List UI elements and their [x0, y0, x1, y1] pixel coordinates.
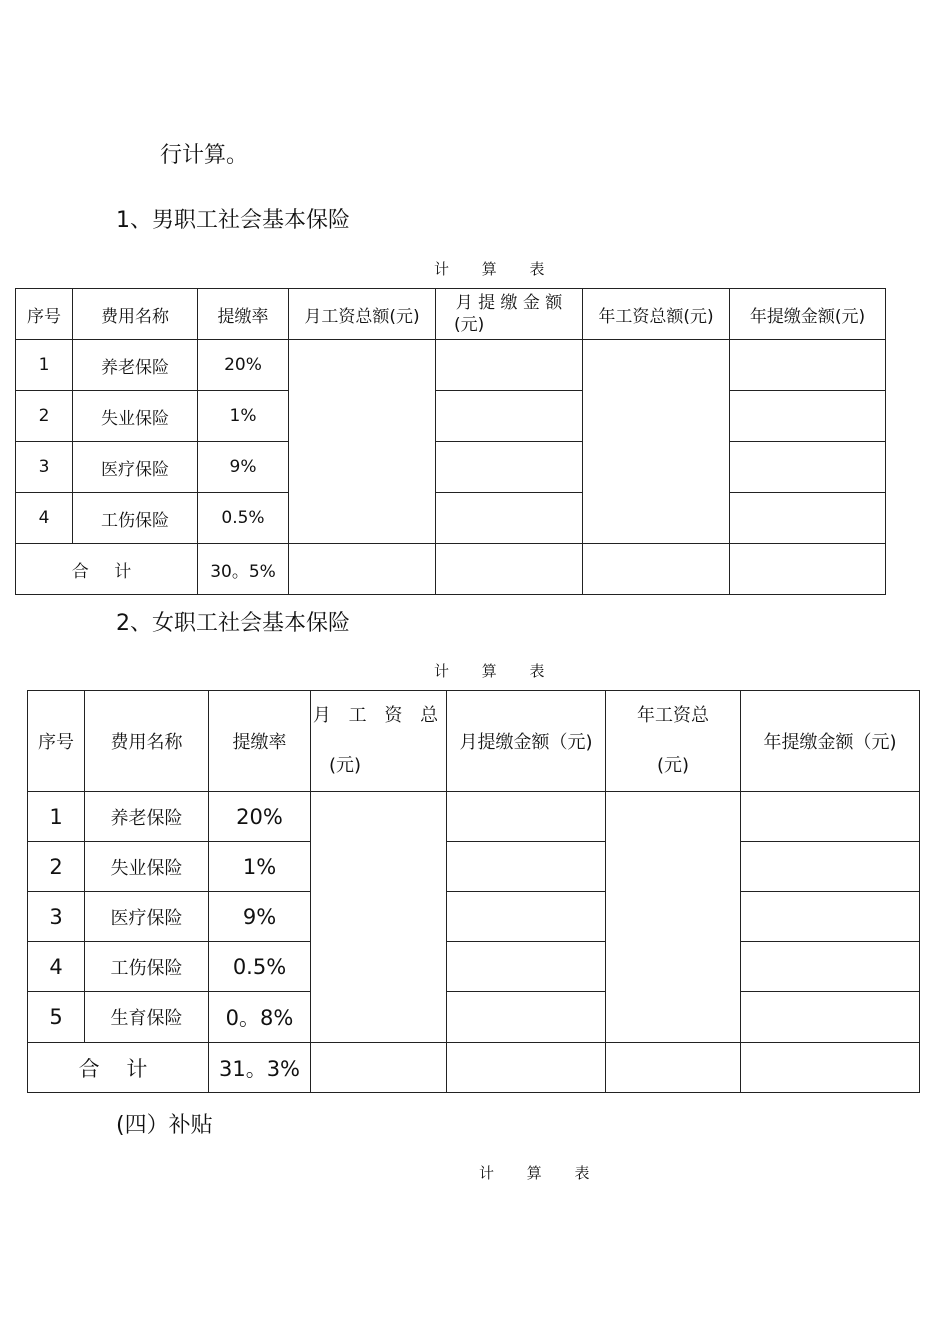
row-seq: 1 [28, 792, 85, 842]
header-monthly-contribution [436, 289, 583, 340]
header-fee-name: 费用名称 [85, 691, 209, 792]
table-row [16, 493, 886, 544]
male-insurance-table [15, 288, 886, 595]
table-row [16, 391, 886, 442]
header-seq: 序号 [16, 289, 73, 340]
section2-title: 2、女职工社会基本保险 [116, 611, 350, 636]
total-monthly-contribution-cell[interactable] [436, 544, 583, 595]
row-fee-name: 失业保险 [73, 391, 198, 442]
total-annual-wage-cell[interactable] [606, 1043, 741, 1093]
annual-contribution-cell[interactable] [741, 892, 920, 942]
total-rate: 31。3% [209, 1043, 311, 1093]
header-monthly-wage: 月工资总额(元) [289, 289, 436, 340]
row-fee-name: 医疗保险 [85, 892, 209, 942]
table-row [16, 442, 886, 493]
total-annual-contribution-cell[interactable] [730, 544, 886, 595]
table2-caption: 计 算 表 [434, 662, 559, 680]
header-annual-wage: 年工资总额(元) [583, 289, 730, 340]
row-rate: 20% [209, 792, 311, 842]
monthly-contribution-cell[interactable] [447, 792, 606, 842]
table-row [16, 340, 886, 391]
total-monthly-contribution-cell[interactable] [447, 1043, 606, 1093]
table-row [28, 792, 920, 842]
row-fee-name: 生育保险 [85, 992, 209, 1043]
header-rate: 提缴率 [198, 289, 289, 340]
annual-contribution-cell[interactable] [730, 493, 886, 544]
row-seq: 4 [16, 493, 73, 544]
monthly-contribution-cell[interactable] [436, 340, 583, 391]
row-rate: 1% [209, 842, 311, 892]
annual-wage-cell[interactable] [583, 340, 730, 544]
header-annual-wage [606, 691, 741, 792]
monthly-contribution-cell[interactable] [447, 992, 606, 1043]
annual-contribution-cell[interactable] [741, 842, 920, 892]
table3-caption: 计 算 表 [479, 1164, 604, 1182]
annual-contribution-cell[interactable] [730, 391, 886, 442]
row-seq: 2 [16, 391, 73, 442]
table-row [28, 842, 920, 892]
row-rate: 9% [198, 442, 289, 493]
monthly-contribution-cell[interactable] [436, 493, 583, 544]
monthly-wage-cell[interactable] [289, 340, 436, 544]
total-label: 合 计 [28, 1043, 209, 1093]
row-seq: 3 [16, 442, 73, 493]
row-seq: 1 [16, 340, 73, 391]
header-annual-wage-line1: 年工资总 [637, 705, 709, 726]
row-fee-name: 养老保险 [85, 792, 209, 842]
annual-contribution-cell[interactable] [730, 340, 886, 391]
annual-contribution-cell[interactable] [741, 942, 920, 992]
header-annual-wage-line2: (元) [656, 755, 690, 776]
total-label: 合 计 [16, 544, 198, 595]
row-rate: 0.5% [209, 942, 311, 992]
table-row [28, 892, 920, 942]
total-monthly-wage-cell[interactable] [289, 544, 436, 595]
monthly-contribution-cell[interactable] [447, 892, 606, 942]
row-fee-name: 医疗保险 [73, 442, 198, 493]
header-fee-name: 费用名称 [73, 289, 198, 340]
total-rate: 30。5% [198, 544, 289, 595]
row-fee-name: 失业保险 [85, 842, 209, 892]
row-fee-name: 工伤保险 [73, 493, 198, 544]
row-fee-name: 工伤保险 [85, 942, 209, 992]
row-seq: 4 [28, 942, 85, 992]
header-rate: 提缴率 [209, 691, 311, 792]
total-annual-wage-cell[interactable] [583, 544, 730, 595]
monthly-contribution-cell[interactable] [436, 442, 583, 493]
monthly-contribution-cell[interactable] [436, 391, 583, 442]
annual-wage-cell[interactable] [606, 792, 741, 1043]
row-seq: 3 [28, 892, 85, 942]
table1-total-row [16, 544, 886, 595]
section1-title: 1、男职工社会基本保险 [116, 208, 350, 233]
table-row [28, 992, 920, 1043]
row-seq: 5 [28, 992, 85, 1043]
header-monthly-wage-line1: 月 工 资 总 [312, 705, 445, 726]
header-annual-contribution: 年提缴金额(元) [730, 289, 886, 340]
row-rate: 0。8% [209, 992, 311, 1043]
annual-contribution-cell[interactable] [730, 442, 886, 493]
row-rate: 20% [198, 340, 289, 391]
header-annual-contribution: 年提缴金额（元) [741, 691, 920, 792]
header-monthly-contribution-line1: 月 提 缴 金 额 [455, 293, 563, 313]
row-rate: 0.5% [198, 493, 289, 544]
row-seq: 2 [28, 842, 85, 892]
header-monthly-contribution-line2: (元) [454, 315, 485, 335]
total-annual-contribution-cell[interactable] [741, 1043, 920, 1093]
header-seq: 序号 [28, 691, 85, 792]
total-monthly-wage-cell[interactable] [311, 1043, 447, 1093]
header-monthly-wage [311, 691, 447, 792]
row-rate: 9% [209, 892, 311, 942]
table-row [28, 942, 920, 992]
table1-caption: 计 算 表 [434, 260, 559, 278]
row-rate: 1% [198, 391, 289, 442]
row-fee-name: 养老保险 [73, 340, 198, 391]
header-monthly-contribution: 月提缴金额（元) [447, 691, 606, 792]
annual-contribution-cell[interactable] [741, 992, 920, 1043]
intro-text-tail: 行计算。 [160, 143, 249, 168]
section4-title: (四）补贴 [116, 1113, 213, 1138]
table1-header-row [16, 289, 886, 340]
monthly-contribution-cell[interactable] [447, 842, 606, 892]
table2-header-row [28, 691, 920, 792]
monthly-wage-cell[interactable] [311, 792, 447, 1043]
monthly-contribution-cell[interactable] [447, 942, 606, 992]
annual-contribution-cell[interactable] [741, 792, 920, 842]
female-insurance-table [27, 690, 920, 1093]
header-monthly-wage-line2: (元) [329, 755, 362, 776]
table2-total-row [28, 1043, 920, 1093]
